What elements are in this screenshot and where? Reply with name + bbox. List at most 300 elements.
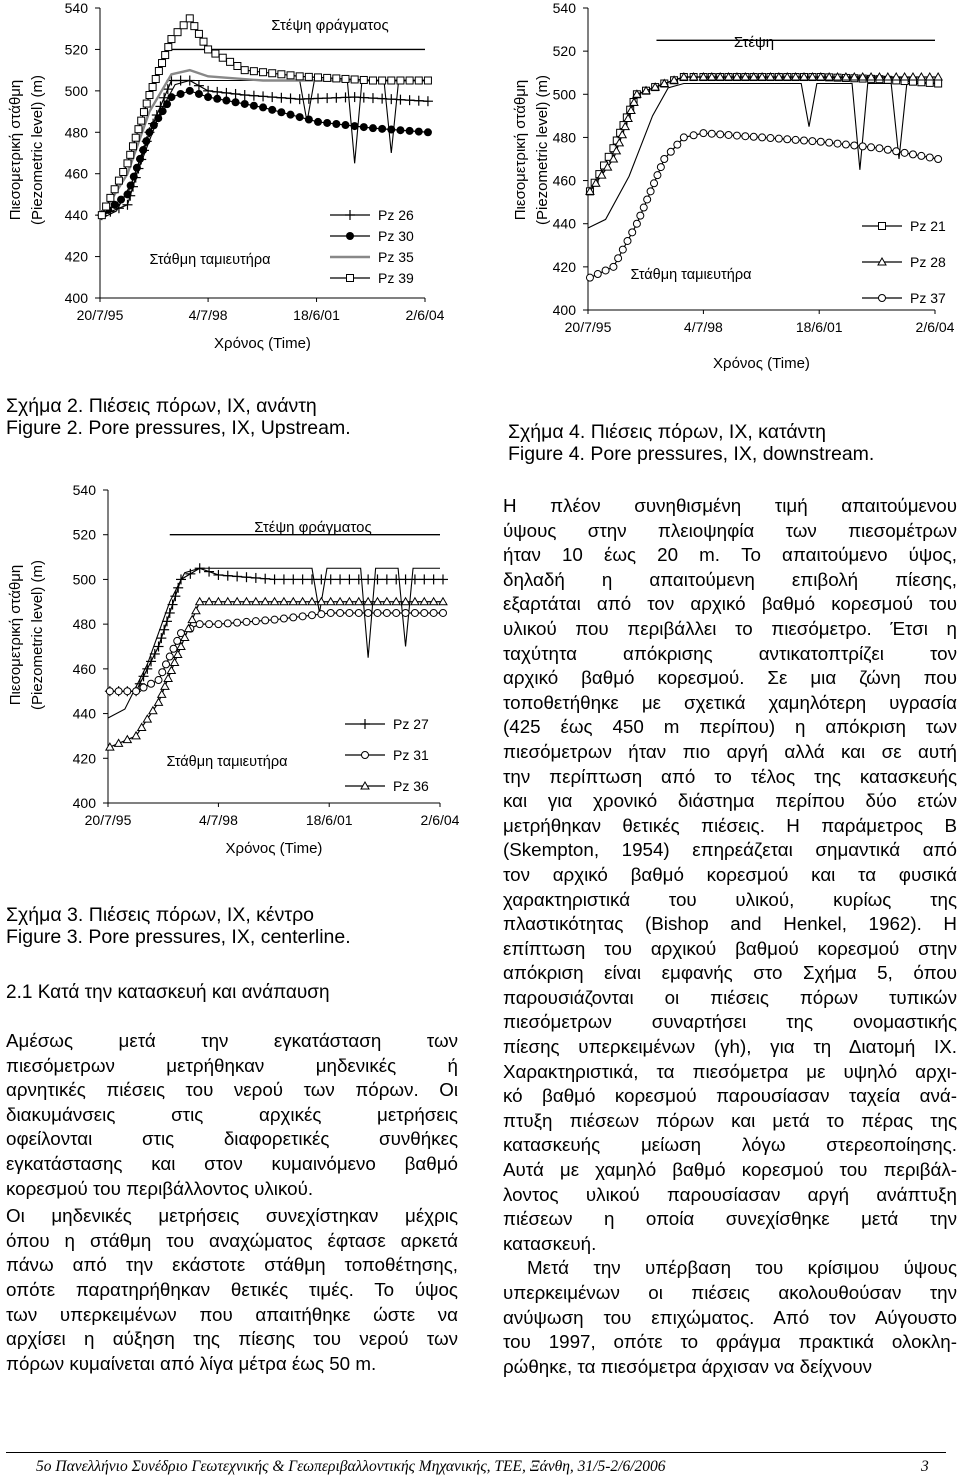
text-line: κατασκευής μείωση λόγω στερεοποίησης.	[503, 1134, 957, 1156]
text-line: οφείλονται στις διαφορετικές συνθήκες	[6, 1128, 458, 1150]
data-point	[159, 60, 166, 67]
data-point	[163, 100, 171, 108]
data-point	[143, 100, 150, 107]
legend-label: Pz 31	[393, 747, 429, 763]
y-tick-label: 500	[552, 86, 576, 103]
data-point	[842, 141, 849, 148]
y-tick-label: 420	[552, 258, 576, 275]
data-point	[624, 237, 631, 244]
text-line: τοποθετήθηκε με σχετικά χαμηλότερη υγρασία	[503, 691, 957, 713]
data-point	[834, 140, 841, 147]
x-axis-label: Χρόνος (Time)	[214, 335, 311, 352]
data-point	[148, 680, 155, 687]
footer-text: 5o Πανελλήνιο Συνέδριο Γεωτεχνικής & Γεωπεριβαλλοντικής Μηχανικής, ΤΕΕ, Ξάνθη, 31/5-2/6/2006	[36, 1458, 666, 1475]
data-point	[111, 186, 118, 193]
data-point	[224, 620, 231, 627]
crest-annotation: Στέψη	[733, 34, 775, 51]
text-line: πόρων κυμαίνεται από λίγα μέτρα έως 50 m.	[6, 1352, 377, 1374]
y-tick-label: 400	[64, 290, 88, 306]
data-point	[379, 77, 386, 84]
data-point	[383, 609, 390, 616]
x-tick-label: 4/7/98	[198, 812, 238, 828]
data-point	[140, 109, 147, 116]
series-pz-37	[586, 130, 941, 282]
y-tick-label: 480	[72, 616, 96, 633]
data-point	[708, 130, 715, 137]
data-point	[162, 52, 169, 59]
data-point	[155, 68, 162, 75]
data-point	[775, 135, 782, 142]
x-axis-label: Χρόνος (Time)	[713, 355, 810, 372]
data-point	[271, 616, 278, 623]
data-point	[594, 271, 601, 278]
y-tick-label: 400	[72, 795, 96, 811]
data-point	[103, 203, 110, 210]
data-point	[333, 75, 340, 82]
legend-label: Pz 30	[378, 228, 414, 244]
data-point	[767, 135, 774, 142]
y-axis-label-en: (Piezometric level) (m)	[534, 74, 551, 226]
data-point	[644, 196, 651, 203]
data-point	[260, 69, 267, 76]
data-point	[314, 118, 322, 126]
data-point	[269, 70, 276, 77]
data-point	[654, 172, 661, 179]
data-point	[287, 72, 294, 79]
data-point	[277, 108, 285, 116]
data-point	[115, 688, 122, 695]
data-point	[430, 609, 437, 616]
data-point	[132, 134, 139, 141]
data-point	[318, 611, 325, 618]
data-point	[123, 736, 131, 743]
legend-item	[330, 228, 414, 244]
data-point	[250, 102, 258, 110]
text-line: ήταν 10 έως 20 m. Το απαιτούμενο ύψος,	[503, 544, 957, 566]
legend-item	[862, 290, 946, 306]
data-point	[127, 182, 135, 190]
data-point	[129, 143, 136, 150]
data-point	[876, 145, 883, 152]
y-axis-label-gr: Πιεσομετρική στάθμη	[512, 79, 529, 221]
data-point	[120, 168, 127, 175]
data-point	[935, 80, 942, 87]
page-number: 3	[921, 1458, 929, 1475]
y-tick-label: 420	[72, 750, 96, 767]
data-point	[396, 126, 404, 134]
legend-label: Pz 21	[910, 218, 946, 234]
figure-2-caption-gr: Σχήμα 2. Πιέσεις πόρων, ΙΧ, ανάντη	[6, 395, 317, 417]
text-line: ρώθηκε, τα πιεσόμετρα άρχισαν να δείχνουν	[503, 1355, 873, 1377]
x-tick-label: 20/7/95	[84, 812, 132, 828]
data-point	[817, 138, 824, 145]
data-point	[115, 177, 122, 184]
text-line: κορεσμού του περιβάλλοντος υλικού.	[6, 1177, 314, 1199]
data-point	[165, 44, 172, 51]
legend-marker	[879, 223, 886, 230]
data-point	[615, 255, 622, 262]
data-point	[351, 122, 359, 130]
data-point	[213, 95, 221, 103]
data-point	[415, 128, 423, 136]
data-point	[243, 618, 250, 625]
data-point	[337, 609, 344, 616]
data-point	[742, 133, 749, 140]
data-point	[186, 87, 194, 95]
y-tick-label: 480	[64, 124, 88, 141]
y-tick-label: 540	[64, 0, 88, 16]
data-point	[661, 156, 668, 163]
text-line: πιέσεων η οποία συνεχίσθηκε μετά την	[503, 1208, 957, 1230]
data-point	[212, 50, 219, 57]
data-point	[305, 116, 313, 124]
data-point	[305, 73, 312, 80]
legend-item	[330, 249, 414, 265]
data-point	[206, 621, 213, 628]
data-point	[146, 92, 153, 99]
legend-marker	[879, 295, 886, 302]
crest-annotation: Στέψη φράγματος	[254, 519, 372, 536]
text-line: Αμέσως μετά την εγκατάσταση των	[6, 1030, 458, 1051]
legend-item	[862, 254, 946, 270]
legend-label: Pz 27	[393, 716, 429, 732]
data-point	[268, 106, 276, 114]
data-point	[680, 134, 687, 141]
text-line: (Skempton, 1954) επηρεάζεται σημαντικά από	[503, 839, 957, 861]
x-tick-label: 4/7/98	[188, 307, 228, 323]
data-point	[369, 124, 377, 132]
text-line: κό βαθμό κορεσμού παρουσίασαν ταχεία ανά-	[503, 1085, 957, 1107]
data-point	[725, 131, 732, 138]
x-tick-label: 20/7/95	[564, 319, 612, 335]
data-point	[159, 107, 167, 115]
data-point	[355, 609, 362, 616]
data-point	[342, 75, 349, 82]
text-line: την περίπτωση από το τέλος της κατασκευής	[503, 765, 957, 787]
data-point	[192, 607, 200, 614]
y-tick-label: 460	[64, 165, 88, 182]
data-point	[378, 125, 386, 133]
data-point	[195, 30, 202, 37]
data-point	[657, 164, 664, 171]
figure-2-caption-en: Figure 2. Pore pressures, IX, Upstream.	[6, 417, 351, 439]
data-point	[191, 23, 198, 30]
y-tick-label: 540	[72, 482, 96, 498]
x-tick-label: 18/6/01	[305, 812, 353, 828]
text-line: πιεσόμετρων ήταν πιο αργή αλλά και σε αυτή	[503, 740, 957, 762]
data-point	[155, 698, 163, 705]
data-point	[909, 151, 916, 158]
y-axis-label-en: (Piezometric level) (m)	[29, 74, 46, 226]
data-point	[759, 134, 766, 141]
text-line: ύψους στην πλειοψηφία των πιεσομέτρων	[503, 519, 957, 541]
data-point	[149, 707, 157, 714]
text-line: Οι μηδενικές μετρήσεις συνεχίστηκαν μέχρις	[6, 1205, 458, 1227]
data-point	[133, 164, 141, 172]
data-point	[167, 93, 175, 101]
y-tick-label: 400	[552, 302, 576, 318]
text-line: πιεσόμετρων συναρτήσει της ονομαστικής	[503, 1011, 957, 1033]
series-pz-27	[105, 563, 448, 696]
data-point	[136, 155, 144, 163]
text-line: Η πλέον συνηθισμένη τιμή απαιτούμενου	[503, 495, 957, 516]
data-point	[388, 77, 395, 84]
text-line: υπερκειμένων οι πιέσεις ακολουθούσαν την	[503, 1282, 957, 1303]
data-point	[152, 76, 159, 83]
data-point	[733, 132, 740, 139]
series-pz-31	[106, 609, 446, 694]
text-line: πλαστικότητας (Bishop and Henkel, 1962). Η	[503, 913, 957, 935]
data-point	[154, 114, 162, 122]
figure-2-caption	[6, 395, 351, 439]
reservoir-annotation: Στάθμη ταμιευτήρα	[630, 267, 752, 283]
data-point	[232, 98, 240, 106]
legend-label: Pz 26	[378, 207, 414, 223]
right-column-text	[503, 494, 957, 1379]
data-point	[124, 688, 131, 695]
text-line: επίπτωση του αρχικού βαθμού κορεσμού στην	[503, 937, 957, 959]
data-point	[290, 614, 297, 621]
left-column-text	[6, 1029, 458, 1376]
data-point	[602, 267, 609, 274]
data-point	[360, 76, 367, 83]
data-point	[150, 121, 158, 129]
text-line: εξαρτάται από τον αρχικό βαθμό κορεσμού του	[503, 593, 957, 615]
data-point	[133, 688, 140, 695]
data-point	[252, 618, 259, 625]
data-point	[234, 63, 241, 70]
y-tick-label: 420	[64, 248, 88, 265]
data-point	[234, 619, 241, 626]
data-point	[868, 144, 875, 151]
legend-label: Pz 36	[393, 778, 429, 794]
data-point	[130, 173, 138, 181]
data-point	[140, 684, 147, 691]
data-point	[402, 609, 409, 616]
data-point	[439, 609, 446, 616]
data-point	[138, 724, 146, 731]
data-point	[633, 220, 640, 227]
crest-annotation: Στέψη φράγματος	[271, 17, 389, 34]
text-line: του 1997, οπότε το φράγμα πρακτικά ολοκλη-	[503, 1331, 957, 1353]
data-point	[250, 68, 257, 75]
data-point	[640, 204, 647, 211]
text-line: πτυξη πιέσεων πόρων και μετά το πέρας της	[503, 1109, 957, 1131]
data-point	[145, 128, 153, 136]
y-tick-label: 460	[552, 172, 576, 189]
legend-label: Pz 39	[378, 270, 414, 286]
data-point	[161, 682, 169, 689]
data-point	[674, 141, 681, 148]
data-point	[323, 119, 331, 127]
y-axis-label-gr: Πιεσομετρική στάθμη	[7, 79, 24, 221]
data-point	[188, 616, 196, 623]
data-point	[200, 38, 207, 45]
legend-label: Pz 35	[378, 249, 414, 265]
data-point	[415, 77, 422, 84]
reservoir-annotation: Στάθμη ταμιευτήρα	[166, 754, 288, 770]
figure-3	[0, 470, 480, 870]
data-point	[241, 100, 249, 108]
data-point	[262, 617, 269, 624]
data-point	[809, 138, 816, 145]
data-point	[174, 29, 181, 36]
text-line: Αυτά με χαμηλό βαθμό κορεσμού του περιβάλ-	[503, 1159, 957, 1181]
data-point	[149, 84, 156, 91]
data-point	[341, 121, 349, 129]
data-point	[406, 77, 413, 84]
data-point	[166, 653, 173, 660]
text-line: δηλαδή η απαιτούμενη επιβολή πίεσης,	[503, 568, 957, 590]
x-tick-label: 18/6/01	[795, 319, 843, 335]
text-line: Μετά την υπέρβαση του κρίσιμου ύψους	[527, 1257, 957, 1279]
data-point	[717, 131, 724, 138]
data-point	[106, 688, 113, 695]
data-point	[884, 146, 891, 153]
legend-label: Pz 37	[910, 290, 946, 306]
right-paragraph-1	[503, 494, 957, 1256]
x-tick-label: 2/6/04	[420, 812, 460, 828]
data-point	[651, 180, 658, 187]
data-point	[299, 613, 306, 620]
text-line: ανύψωση του επιχώματος. Από τον Αύγουστο	[503, 1306, 957, 1328]
data-point	[222, 97, 230, 105]
text-line: και για χρονικό διάστημα περίπου δύο ετών	[503, 790, 957, 812]
data-point	[204, 93, 212, 101]
legend-item	[345, 716, 429, 732]
data-point	[296, 113, 304, 121]
legend-marker	[347, 275, 354, 282]
data-point	[196, 621, 203, 628]
text-line: οπότε παρατηρήθηκαν θετικές τιμές. Το ύψος	[6, 1278, 458, 1300]
data-point	[893, 148, 900, 155]
y-axis-label-gr: Πιεσομετρική στάθμη	[7, 564, 24, 706]
footer-rule	[6, 1452, 946, 1453]
data-point	[127, 151, 134, 158]
x-tick-label: 2/6/04	[405, 307, 445, 323]
data-point	[98, 212, 105, 219]
data-point	[750, 133, 757, 140]
data-point	[851, 142, 858, 149]
data-point	[424, 77, 431, 84]
data-point	[792, 136, 799, 143]
text-line: απόκριση είναι εμφανής στο Σχήμα 5, όπου	[503, 962, 957, 984]
data-point	[826, 139, 833, 146]
y-tick-label: 440	[72, 705, 96, 722]
figure-3-caption-en: Figure 3. Pore pressures, IX, centerline.	[6, 926, 351, 948]
data-point	[351, 76, 358, 83]
data-point	[918, 152, 925, 159]
figure-2-chart	[0, 0, 480, 360]
data-point	[155, 677, 162, 684]
legend-marker	[346, 232, 354, 240]
data-point	[647, 188, 654, 195]
data-point	[215, 621, 222, 628]
figure-4-caption-en: Figure 4. Pore pressures, IX, downstream.	[508, 443, 875, 465]
data-point	[421, 609, 428, 616]
data-point	[926, 154, 933, 161]
data-point	[424, 128, 432, 136]
data-point	[158, 690, 166, 697]
legend-item	[330, 207, 414, 223]
data-point	[387, 126, 395, 134]
data-point	[174, 637, 181, 644]
data-point	[219, 54, 226, 61]
text-line: όπου η στάθμη του αναχώματος έφτασε αρκετά	[6, 1229, 458, 1251]
text-line: αρχίσει η αύξηση της πίεσης του νερού των	[6, 1328, 458, 1350]
figure-4-caption-gr: Σχήμα 4. Πιέσεις πόρων, ΙΧ, κατάντη	[508, 421, 826, 443]
data-point	[369, 77, 376, 84]
x-tick-label: 4/7/98	[683, 319, 723, 335]
data-point	[586, 274, 593, 281]
text-line: παρουσιάζονται οι πιέσεις πόρων τυπικών	[503, 986, 957, 1008]
data-point	[308, 612, 315, 619]
figure-4-chart	[480, 0, 960, 380]
legend-marker	[362, 752, 369, 759]
data-point	[901, 149, 908, 156]
data-point	[397, 77, 404, 84]
data-point	[859, 143, 866, 150]
text-line: υλικού που περιβάλλει το πιεσόμετρο. Έτσι η	[503, 617, 957, 639]
figure-4	[480, 0, 960, 380]
text-line: των υπερκειμένων που απαιτήθηκε ώστε να	[6, 1303, 458, 1325]
data-point	[142, 137, 150, 145]
data-point	[186, 15, 193, 22]
series-line	[102, 81, 428, 216]
y-tick-label: 440	[64, 207, 88, 224]
data-point	[195, 90, 203, 98]
data-point	[111, 201, 119, 209]
data-point	[167, 666, 175, 673]
x-axis-label: Χρόνος (Time)	[225, 840, 323, 857]
y-tick-label: 500	[72, 571, 96, 588]
text-line: αρχικό βαθμό κορεσμού. Σε μια ζώνη που	[503, 667, 957, 689]
text-line: τον αρχικό βαθμό κορεσμού και τα φυσικά	[503, 863, 957, 885]
data-point	[135, 126, 142, 133]
data-point	[227, 58, 234, 65]
data-point	[143, 715, 151, 722]
data-point	[629, 229, 636, 236]
data-point	[935, 156, 942, 163]
data-point	[259, 103, 267, 111]
reservoir-annotation: Στάθμη ταμιευτήρα	[149, 252, 271, 268]
data-point	[801, 137, 808, 144]
data-point	[610, 263, 617, 270]
data-point	[280, 615, 287, 622]
text-line: πίεσης υπερκειμένων (γh), για τη Διατομή IX.	[503, 1036, 957, 1058]
legend-item	[345, 747, 429, 763]
legend-label: Pz 28	[910, 254, 946, 270]
data-point	[117, 196, 125, 204]
data-point	[393, 609, 400, 616]
series-line	[102, 18, 428, 215]
data-point	[784, 136, 791, 143]
legend-item	[345, 778, 429, 794]
data-point	[164, 674, 172, 681]
data-point	[374, 609, 381, 616]
text-line: κατασκευή.	[503, 1232, 597, 1254]
data-point	[278, 71, 285, 78]
data-point	[115, 739, 123, 746]
text-line: διακυμάνσεις στις αρχικές μετρήσεις	[6, 1103, 458, 1125]
text-line: λοντος υλικού παρουσίασαν αργή ανάπτυξη	[503, 1183, 957, 1205]
y-axis-label-en: (Piezometric level) (m)	[29, 559, 46, 711]
data-point	[168, 36, 175, 43]
data-point	[619, 246, 626, 253]
text-line: πάνω από την εκάστοτε στάθμη τοποθέτησης,	[6, 1254, 458, 1276]
data-point	[667, 148, 674, 155]
text-line: (425 έως 450 m περίπου) η απόκριση των	[503, 716, 957, 738]
